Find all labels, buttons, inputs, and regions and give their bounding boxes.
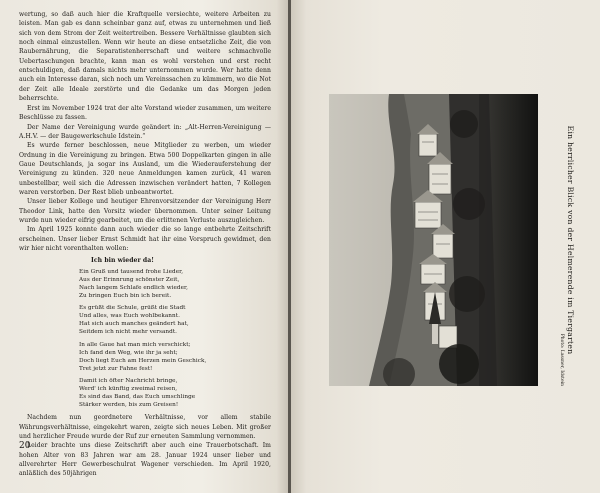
poem-line: Werd' ich künftig zweimal reisen,	[79, 386, 178, 392]
poem-line: Ich fand den Weg, wie ihr ja seht;	[79, 349, 178, 356]
poem-line: Und alles, was Euch wohlbekannt.	[79, 313, 180, 320]
poem-line: Ein Gruß und tausend frohe Lieder,	[79, 268, 184, 275]
poem-stanza	[79, 304, 271, 336]
paragraph: Im April 1925 konnte dann auch wieder die so lange entbehrte Zeitschrift erscheinen. Unser lieber Ernst Schmidt hat ihr eine Vorspruch gewidmet, den wir hier nicht vorenthalten wollen:	[19, 226, 271, 253]
left-page-text	[19, 10, 271, 479]
poem-line: Hat sich auch manches geändert hat,	[79, 321, 189, 328]
poem-line: Es grüßt die Schule, grüßt die Stadt	[79, 305, 186, 312]
poem-line: Nach langem Schlafe endlich wieder,	[79, 284, 189, 291]
photo-caption	[549, 94, 585, 386]
poem-line: Doch liegt Euch am Herzen mein Geschick,	[79, 357, 207, 364]
poem-line: Tret jetzt zur Fahne fest!	[79, 365, 153, 372]
poem-line: In alle Gaue hat man mich verschickt;	[79, 341, 191, 348]
paragraph: Erst im November 1924 trat der alte Vorstand wieder zusammen, um weitere Beschlüsse zu fassen.	[19, 104, 271, 122]
paragraph: Unser lieber Kollege und heutiger Ehrenvorsitzender der Vereinigung Herr Theodor Link, hatte den Vorsitz wieder übernommen. Unter seiner Leitung wurde nun wieder eifrig gearbeitet, um die erlittenen Verluste auszugleichen.	[19, 198, 271, 225]
paragraph: Nachdem nun geordnetere Verhältnisse, vor allem stabile Währungsverhältnisse, eingekehrt waren, zeigte sich neues Leben. Mit großer und herzlicher Freude wurde der Ruf zur erneuten Sammlung vernommen.	[19, 414, 271, 440]
poem-line: Stärker werden, bis zum Greisen!	[79, 402, 179, 409]
poem-stanza	[79, 341, 271, 373]
paragraph: Es wurde ferner beschlossen, neue Mitglieder zu werben, um wieder Ordnung in die Vereinigung zu bringen. Etwa 500 Doppelkarten gingen in alle Gaue Deutschlands, ja sogar ins Ausland, um die Wiederauferstehung der Vereinigung zu künden. 320 neue Anmeldungen kamen zurück, 41 waren unbestellbar, weil sich die Adressen inzwischen verändert hatten, 7 Kollegen waren verstorben. Der Rest blieb unbeantwortet.	[19, 142, 271, 197]
page-number: 20	[19, 441, 31, 451]
poem	[19, 256, 271, 409]
paragraph: Der Name der Vereinigung wurde geändert in: „Alt-Herren-Vereinigung — A.H.V. — der Baugewerkschule Idstein.“	[19, 123, 271, 140]
poem-line: Aus der Erinnrung schönster Zeit,	[79, 276, 180, 283]
poem-line: Damit ich öfter Nachricht bringe,	[79, 377, 178, 384]
paragraph: Leider brachte uns diese Zeitschrift aber auch eine Trauerbotschaft. Im hohen Alter von 83 Jahren war am 28. Januar 1924 unser lieber und allverehrter Herr Gewerbeschulrat Wagener verschieden. Im April 1920, anläßlich des 50jährigen	[19, 442, 271, 478]
photo-credit: Photo: Lassner, Idstein	[559, 333, 564, 386]
poem-stanza	[79, 377, 271, 409]
poem-title: Ich bin wieder da!	[91, 257, 154, 265]
poem-stanza	[79, 268, 271, 300]
paragraph: wertung, so daß auch hier die Kraftquelle versiechte, weitere Arbeiten zu leisten. Man gab es dann scheinbar ganz auf, etwas zu unternehmen und ließ sich von dem Strom der Zeit weitertreiben. Bessere Verhältnisse glaubten sich noch einmal einzustellen. Wenn wir heute an diese entsetzliche Zeit, die von Raubernährung, die Separatistenherrschaft und weitere schmachvolle Uebertaschungen brachte, kann man es wohl verstehen und erst recht entschuldigen, daß damals nichts mehr unternommen wurde. Wer hatte denn auch ein Interesse daran, sich noch um Vereinssachen zu kümmern, wo die Not der Zeit alle Ideale zerstörte und die Gedanke um das Morgen jeden beherrschte.	[19, 11, 271, 103]
photo-caption-title: Ein herrlicher Blick von der Helmerende im Tiergarten	[566, 125, 575, 355]
poem-line: Zu bringen Euch bin ich bereit.	[79, 293, 172, 300]
poem-line: Es sind das Band, das Euch umschlinge	[79, 394, 196, 401]
poem-line: Seitdem ich nicht mehr versandt.	[79, 329, 178, 336]
left-page	[0, 0, 288, 493]
town-photograph	[329, 94, 538, 386]
